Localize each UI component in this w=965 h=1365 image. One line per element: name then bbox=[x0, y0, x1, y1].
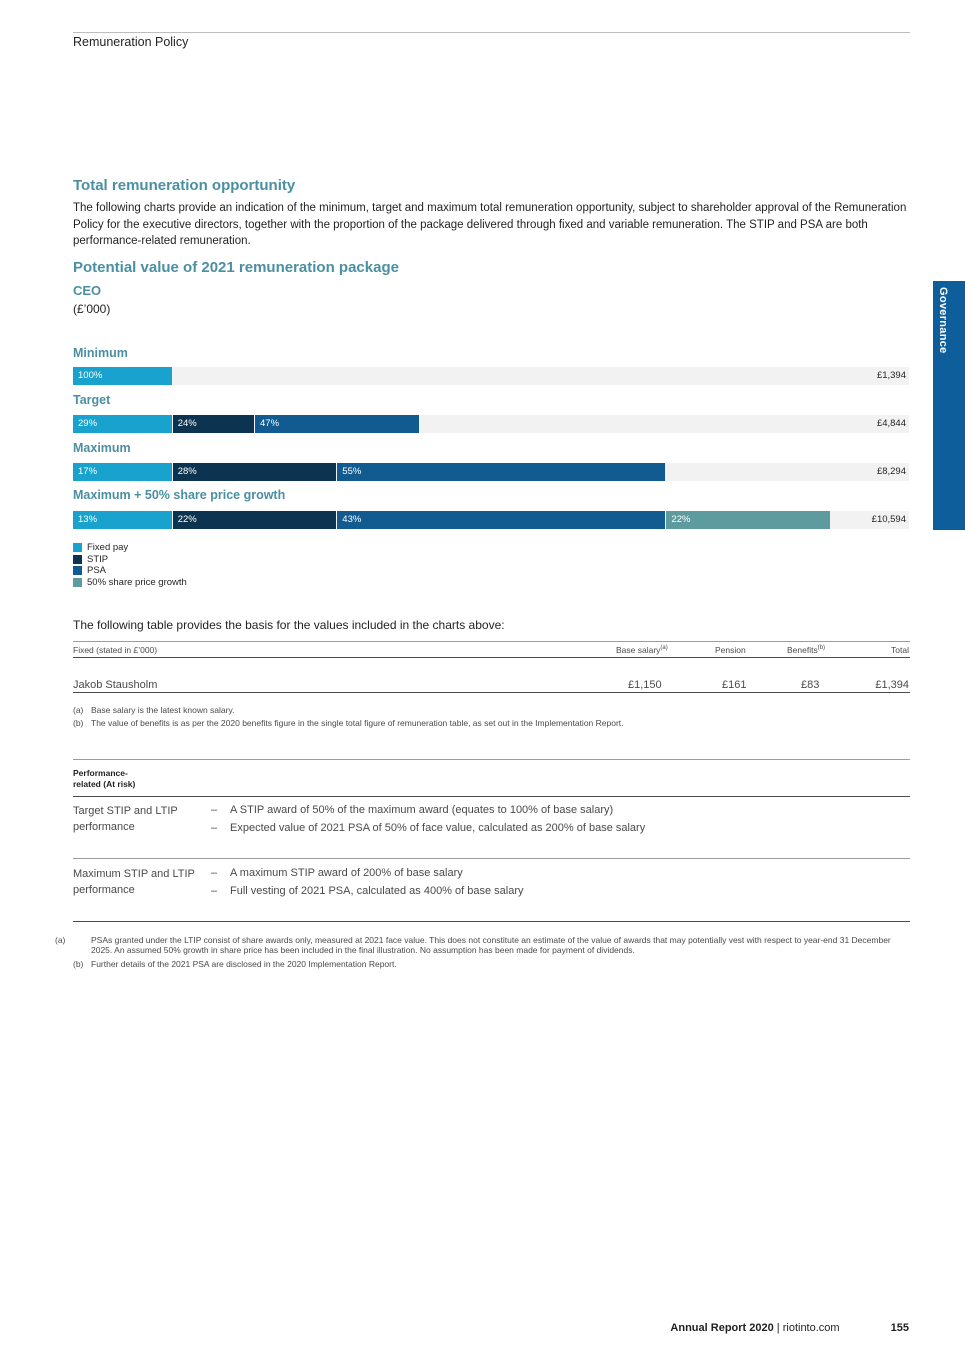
col-header-benefits: Benefits$^{(b)}$ bbox=[787, 645, 826, 655]
legend-item: PSA bbox=[73, 565, 187, 577]
chart-subtitle: CEO bbox=[73, 283, 102, 298]
row-benefits: £83 bbox=[801, 679, 820, 691]
row-base-salary: £1,150 bbox=[628, 679, 662, 691]
page-number: 155 bbox=[890, 1322, 909, 1334]
footnote: (b) The value of benefits is as per the 2020 benefits figure in the single total figure of remuneration table, as set out in the Implementation Report. bbox=[73, 718, 624, 728]
bar-track-minimum bbox=[73, 367, 909, 385]
bar-track-target bbox=[73, 415, 909, 433]
bar-segment-stip bbox=[173, 463, 337, 481]
scenario-label-minimum: Minimum bbox=[73, 346, 128, 360]
bar-track-maximum-50-share-price-growth bbox=[73, 511, 909, 529]
bar-segment-psa bbox=[255, 415, 419, 433]
footnote: (b) Further details of the 2021 PSA are disclosed in the 2020 Implementation Report. bbox=[73, 959, 397, 969]
bar-segment-fixed-pay bbox=[73, 367, 172, 385]
bar-segment-stip bbox=[173, 511, 337, 529]
section-intro: The following charts provide an indication of the minimum, target and maximum total remuneration opportunity, subject to shareholder approval of the Remuneration Policy for the executive directors, together with the proportion of the package delivered through fixed and variable remuneration. The STIP and PSA are both performance-related remuneration. bbox=[73, 202, 907, 247]
footer-site[interactable]: riotinto.com bbox=[782, 1322, 840, 1334]
legend-swatch-stip bbox=[73, 555, 82, 564]
segment-percent-label: 13% bbox=[78, 514, 98, 525]
segment-percent-label: 24% bbox=[177, 418, 197, 429]
bar-total-label: £8,294 bbox=[876, 466, 906, 477]
side-tab-label: Governance bbox=[937, 287, 949, 354]
perf-row-label: Target STIP and LTIP performance bbox=[73, 805, 178, 833]
chart-legend bbox=[73, 542, 187, 588]
governance-side-tab[interactable] bbox=[933, 281, 965, 530]
legend-swatch-fixed-pay bbox=[73, 543, 82, 552]
legend-item: Fixed pay bbox=[73, 542, 187, 554]
header-rule bbox=[73, 32, 910, 33]
perf-row-item: – A STIP award of 50% of the maximum award (equates to 100% of base salary) bbox=[211, 804, 614, 816]
bar-segment-50-share-price-growth bbox=[666, 511, 830, 529]
segment-percent-label: 29% bbox=[78, 418, 98, 429]
bar-total-label: £1,394 bbox=[876, 370, 906, 381]
page-header-title: Remuneration Policy bbox=[73, 35, 189, 49]
scenario-label-maximum: Maximum bbox=[73, 441, 131, 455]
table-intro: The following table provides the basis for the values included in the charts above: bbox=[73, 618, 505, 632]
scenario-label-target: Target bbox=[73, 393, 111, 407]
footer-report: Annual Report 2020 bbox=[670, 1322, 774, 1334]
perf-table-rule bbox=[73, 759, 910, 760]
bar-segment-fixed-pay bbox=[73, 415, 172, 433]
table-bottom-rule bbox=[73, 692, 910, 693]
segment-percent-label: 17% bbox=[78, 466, 98, 477]
segment-percent-label: 100% bbox=[78, 370, 103, 381]
perf-header-rule bbox=[73, 796, 910, 797]
footnote: (a) PSAs granted under the LTIP consist of share awards only, measured at 2021 face value. This does not constitute an estimate of the value of awards that may potentially vest with respect to year-end 31 December 2025. An assumed 50% growth in share price has been included in the final illustration. No assumption has been made for payment of dividends. bbox=[55, 935, 891, 955]
bar-segment-fixed-pay bbox=[73, 511, 172, 529]
chart-unit: (£’000) bbox=[73, 302, 111, 316]
footer-separator: | bbox=[776, 1322, 780, 1334]
bar-segment-psa bbox=[337, 463, 665, 481]
table-rule bbox=[73, 641, 910, 642]
segment-percent-label: 28% bbox=[177, 466, 197, 477]
table-header-rule bbox=[73, 657, 910, 658]
section-title: Total remuneration opportunity bbox=[73, 177, 296, 194]
page-footer bbox=[670, 1322, 909, 1334]
row-name: Jakob Stausholm bbox=[73, 679, 158, 691]
col-header-total: Total bbox=[891, 645, 909, 655]
bar-segment-fixed-pay bbox=[73, 463, 172, 481]
col-header-fixed: Fixed (stated in £’000) bbox=[73, 645, 158, 655]
scenario-label-maximum-50-share-price-growth: Maximum + 50% share price growth bbox=[73, 488, 286, 502]
col-header-pension: Pension bbox=[715, 645, 746, 655]
perf-row-rule bbox=[73, 858, 910, 859]
bar-segment-stip bbox=[173, 415, 254, 433]
segment-percent-label: 22% bbox=[671, 514, 691, 525]
perf-row-item: – A maximum STIP award of 200% of base salary bbox=[211, 867, 463, 879]
perf-row-item: – Expected value of 2021 PSA of 50% of face value, calculated as 200% of base salary bbox=[211, 822, 646, 834]
chart-title: Potential value of 2021 remuneration package bbox=[73, 259, 399, 276]
perf-table-bottom-rule bbox=[73, 921, 910, 922]
bar-segment-psa bbox=[337, 511, 665, 529]
col-header-base-salary: Base salary$^{(a)}$ bbox=[616, 645, 668, 655]
perf-row-item: – Full vesting of 2021 PSA, calculated as 400% of base salary bbox=[211, 885, 524, 897]
legend-item: STIP bbox=[73, 554, 187, 566]
footnote: (a) Base salary is the latest known salary. bbox=[73, 705, 235, 715]
legend-swatch-share-growth bbox=[73, 578, 82, 587]
bar-total-label: £4,844 bbox=[876, 418, 906, 429]
segment-percent-label: 43% bbox=[342, 514, 362, 525]
perf-table-header: Performance- related (At risk) bbox=[73, 768, 136, 789]
segment-percent-label: 47% bbox=[260, 418, 280, 429]
perf-row-label: Maximum STIP and LTIP performance bbox=[73, 868, 195, 896]
segment-percent-label: 55% bbox=[342, 466, 362, 477]
legend-item: 50% share price growth bbox=[73, 577, 187, 589]
row-pension: £161 bbox=[722, 679, 747, 691]
bar-total-label: £10,594 bbox=[871, 514, 906, 525]
row-total: £1,394 bbox=[875, 679, 909, 691]
bar-track-maximum bbox=[73, 463, 909, 481]
segment-percent-label: 22% bbox=[177, 514, 197, 525]
legend-swatch-psa bbox=[73, 566, 82, 575]
